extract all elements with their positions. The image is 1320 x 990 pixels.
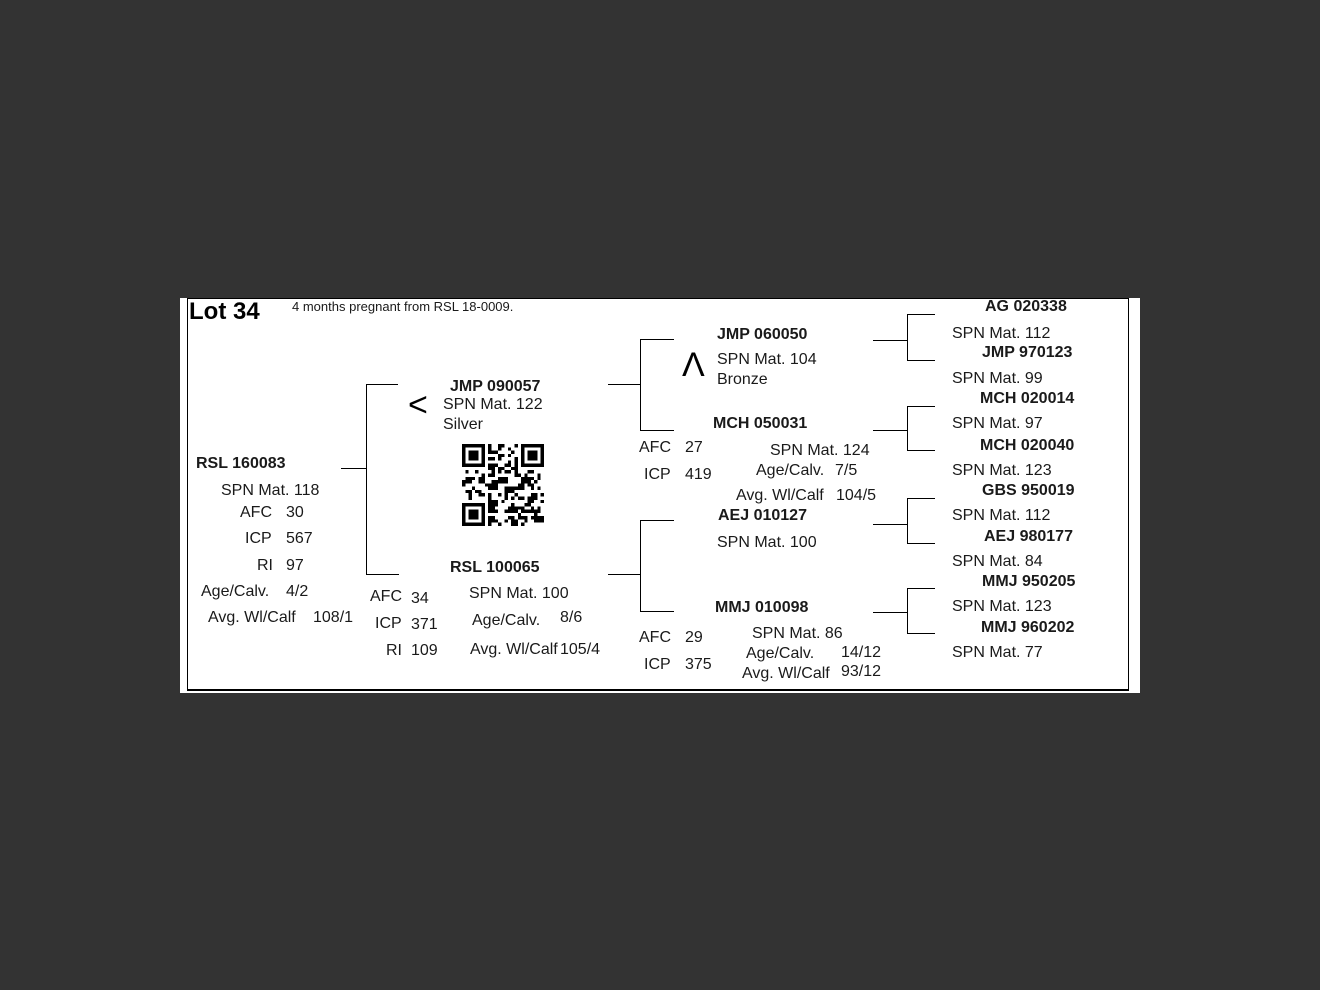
dam-icp-value: 371 bbox=[411, 616, 438, 633]
qr-code-icon bbox=[462, 444, 544, 526]
connector-animal bbox=[341, 468, 367, 469]
animal-icp-label: ICP bbox=[245, 530, 272, 547]
connector-sire bbox=[366, 384, 398, 385]
sire-award: Silver bbox=[443, 416, 484, 433]
ds-id: AEJ 010127 bbox=[718, 507, 807, 524]
dd-id: MMJ 010098 bbox=[715, 599, 809, 616]
dam-ri-value: 109 bbox=[411, 642, 438, 659]
sire-id: JMP 090057 bbox=[450, 378, 541, 395]
animal-icp-value: 567 bbox=[286, 530, 313, 547]
bracket-parents bbox=[366, 384, 367, 575]
sd-spn: SPN Mat. 124 bbox=[770, 442, 870, 459]
sd-weight-label: Avg. Wl/Calf bbox=[736, 487, 824, 504]
dd-age-label: Age/Calv. bbox=[746, 645, 815, 662]
dam-weight-label: Avg. Wl/Calf bbox=[470, 641, 558, 658]
dd-age-value: 14/12 bbox=[841, 644, 882, 661]
connector-sd bbox=[640, 430, 674, 431]
gg-0-spn: SPN Mat. 112 bbox=[952, 325, 1051, 342]
bracket-gg-2 bbox=[907, 406, 908, 451]
connector-sd-right bbox=[873, 430, 907, 431]
gg-3-spn: SPN Mat. 123 bbox=[952, 462, 1052, 479]
gg-6-spn: SPN Mat. 123 bbox=[952, 598, 1052, 615]
ss-award: Bronze bbox=[717, 371, 768, 388]
dam-weight-value: 105/4 bbox=[560, 641, 601, 658]
bracket-gg-3 bbox=[907, 498, 908, 544]
bracket-gg-1 bbox=[907, 314, 908, 361]
animal-afc-value: 30 bbox=[286, 504, 304, 521]
connector-gg-0 bbox=[907, 314, 935, 315]
connector-ds bbox=[640, 520, 674, 521]
connector-dam-right bbox=[608, 574, 640, 575]
connector-gg-1 bbox=[907, 360, 935, 361]
dam-spn: SPN Mat. 100 bbox=[469, 585, 569, 602]
sd-afc-label: AFC bbox=[639, 439, 671, 456]
bracket-dam-parents bbox=[640, 520, 641, 612]
ds-spn: SPN Mat. 100 bbox=[717, 534, 817, 551]
gg-2-id: MCH 020014 bbox=[980, 390, 1075, 407]
sd-icp-label: ICP bbox=[644, 466, 671, 483]
dam-ri-label: RI bbox=[386, 642, 402, 659]
connector-dd-right bbox=[873, 612, 907, 613]
gg-1-spn: SPN Mat. 99 bbox=[952, 370, 1043, 387]
dam-icp-label: ICP bbox=[375, 615, 402, 632]
dam-afc-value: 34 bbox=[411, 590, 429, 607]
gg-4-spn: SPN Mat. 112 bbox=[952, 507, 1051, 524]
dam-id: RSL 100065 bbox=[450, 559, 540, 576]
gg-5-spn: SPN Mat. 84 bbox=[952, 553, 1043, 570]
sd-age-value: 7/5 bbox=[835, 462, 858, 479]
sire-spn: SPN Mat. 122 bbox=[443, 396, 543, 413]
dd-icp-value: 375 bbox=[685, 656, 712, 673]
animal-spn: SPN Mat. 118 bbox=[221, 482, 320, 499]
ss-id: JMP 060050 bbox=[717, 326, 808, 343]
dd-afc-label: AFC bbox=[639, 629, 671, 646]
connector-gg-4 bbox=[907, 498, 935, 499]
animal-age-label: Age/Calv. bbox=[201, 583, 270, 600]
pedigree-card bbox=[180, 298, 1140, 693]
lot-number: Lot 34 bbox=[189, 298, 260, 325]
connector-gg-3 bbox=[907, 450, 935, 451]
dam-age-label: Age/Calv. bbox=[472, 612, 541, 629]
ss-spn: SPN Mat. 104 bbox=[717, 351, 817, 368]
connector-gg-6 bbox=[907, 588, 935, 589]
connector-gg-5 bbox=[907, 543, 935, 544]
animal-afc-label: AFC bbox=[240, 504, 272, 521]
dd-spn: SPN Mat. 86 bbox=[752, 625, 843, 642]
sd-icp-value: 419 bbox=[685, 466, 712, 483]
sire-symbol: < bbox=[408, 386, 428, 424]
gg-1-id: JMP 970123 bbox=[982, 344, 1073, 361]
animal-id: RSL 160083 bbox=[196, 455, 286, 472]
gg-7-spn: SPN Mat. 77 bbox=[952, 644, 1043, 661]
connector-sire-right bbox=[608, 384, 640, 385]
animal-ri-value: 97 bbox=[286, 557, 304, 574]
sd-weight-value: 104/5 bbox=[836, 487, 877, 504]
connector-dam bbox=[366, 574, 399, 575]
dam-afc-label: AFC bbox=[370, 588, 402, 605]
connector-ss-right bbox=[873, 340, 907, 341]
sd-id: MCH 050031 bbox=[713, 415, 808, 432]
connector-dd bbox=[640, 611, 674, 612]
animal-age-value: 4/2 bbox=[286, 583, 309, 600]
connector-gg-7 bbox=[907, 633, 935, 634]
sd-afc-value: 27 bbox=[685, 439, 703, 456]
lot-note: 4 months pregnant from RSL 18-0009. bbox=[292, 299, 514, 314]
gg-2-spn: SPN Mat. 97 bbox=[952, 415, 1043, 432]
bracket-gg-4 bbox=[907, 588, 908, 634]
gg-7-id: MMJ 960202 bbox=[981, 619, 1075, 636]
connector-ds-right bbox=[873, 524, 907, 525]
dd-weight-label: Avg. Wl/Calf bbox=[742, 665, 830, 682]
gg-0-id: AG 020338 bbox=[985, 298, 1067, 315]
ss-symbol: Λ bbox=[682, 346, 705, 384]
gg-5-id: AEJ 980177 bbox=[984, 528, 1073, 545]
gg-6-id: MMJ 950205 bbox=[982, 573, 1076, 590]
connector-ss bbox=[640, 339, 674, 340]
animal-weight-value: 108/1 bbox=[313, 609, 354, 626]
gg-4-id: GBS 950019 bbox=[982, 482, 1075, 499]
dd-afc-value: 29 bbox=[685, 629, 703, 646]
gg-3-id: MCH 020040 bbox=[980, 437, 1075, 454]
animal-ri-label: RI bbox=[257, 557, 273, 574]
connector-gg-2 bbox=[907, 406, 935, 407]
animal-weight-label: Avg. Wl/Calf bbox=[208, 609, 296, 626]
dd-icp-label: ICP bbox=[644, 656, 671, 673]
sd-age-label: Age/Calv. bbox=[756, 462, 825, 479]
dd-weight-value: 93/12 bbox=[841, 663, 882, 680]
dam-age-value: 8/6 bbox=[560, 609, 583, 626]
bracket-sire-parents bbox=[640, 339, 641, 431]
